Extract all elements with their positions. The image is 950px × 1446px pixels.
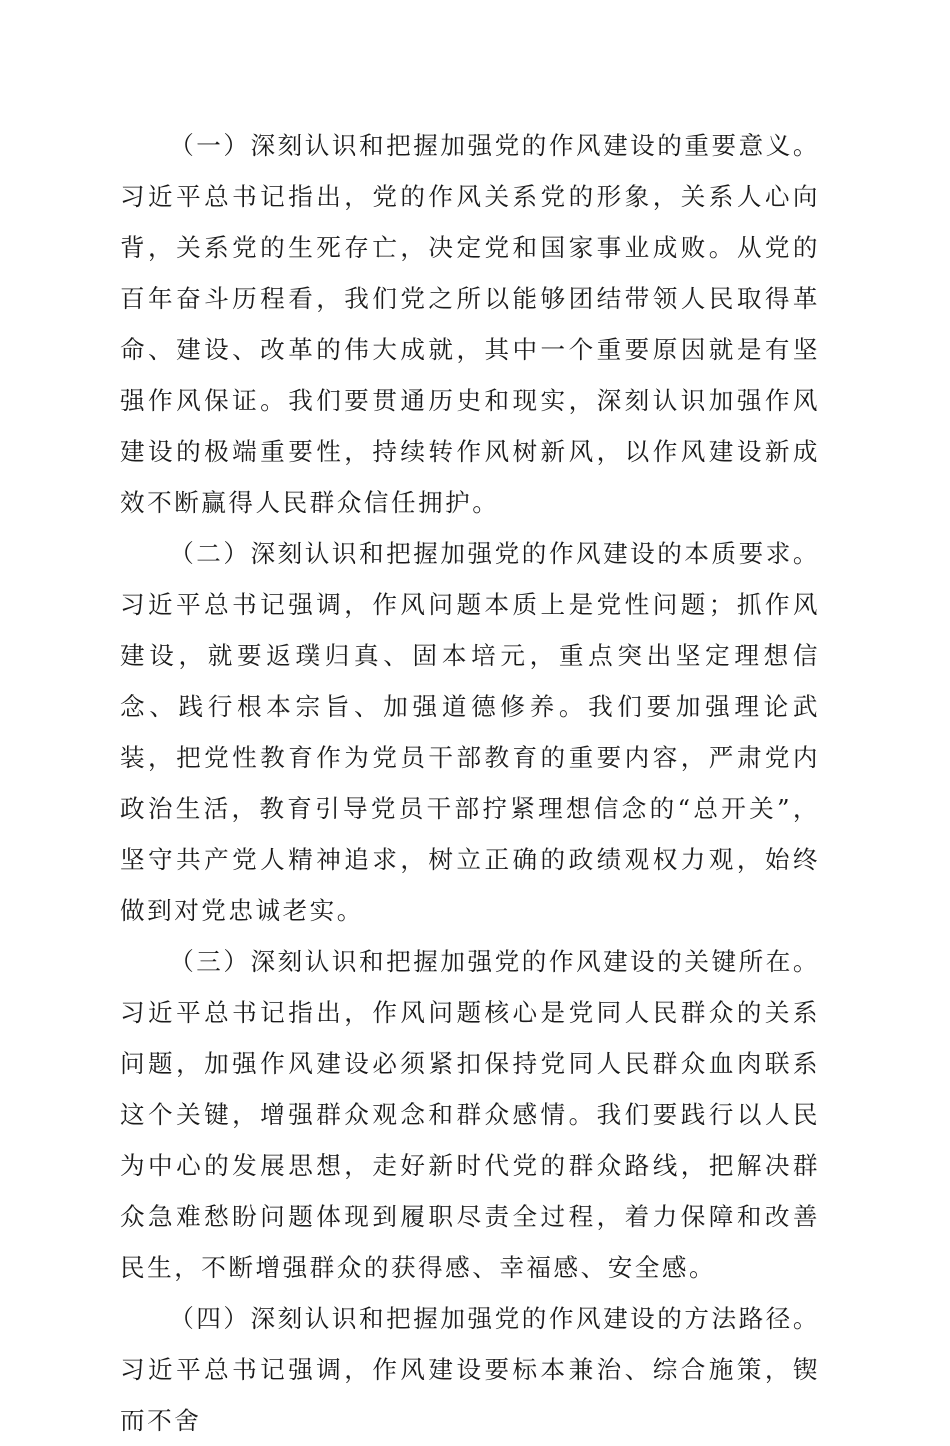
paragraph-2: （二）深刻认识和把握加强党的作风建设的本质要求。习近平总书记强调，作风问题本质上是党性问题；抓作风建设，就要返璞归真、固本培元，重点突出坚定理想信念、践行根本宗旨、加强道德修养。我们要加强理论武装，把党性教育作为党员干部教育的重要内容，严肃党内政治生活，教育引导党员干部拧紧理想信念的“总开关”，坚守共产党人精神追求，树立正确的政绩观权力观，始终做到对党忠诚老实。 [120, 539, 820, 925]
paragraph-1: （一）深刻认识和把握加强党的作风建设的重要意义。习近平总书记指出，党的作风关系党的形象，关系人心向背，关系党的生死存亡，决定党和国家事业成败。从党的百年奋斗历程看，我们党之所以能够团结带领人民取得革命、建设、改革的伟大成就，其中一个重要原因就是有坚强作风保证。我们要贯通历史和现实，深刻认识加强作风建设的极端重要性，持续转作风树新风，以作风建设新成效不断赢得人民群众信任拥护。 [120, 131, 820, 517]
document-body [120, 120, 820, 1446]
paragraph-3: （三）深刻认识和把握加强党的作风建设的关键所在。习近平总书记指出，作风问题核心是党同人民群众的关系问题，加强作风建设必须紧扣保持党同人民群众血肉联系这个关键，增强群众观念和群众感情。我们要践行以人民为中心的发展思想，走好新时代党的群众路线，把解决群众急难愁盼问题体现到履职尽责全过程，着力保障和改善民生，不断增强群众的获得感、幸福感、安全感。 [120, 947, 820, 1282]
paragraph-4: （四）深刻认识和把握加强党的作风建设的方法路径。习近平总书记强调，作风建设要标本兼治、综合施策，锲而不舍 [120, 1304, 820, 1435]
